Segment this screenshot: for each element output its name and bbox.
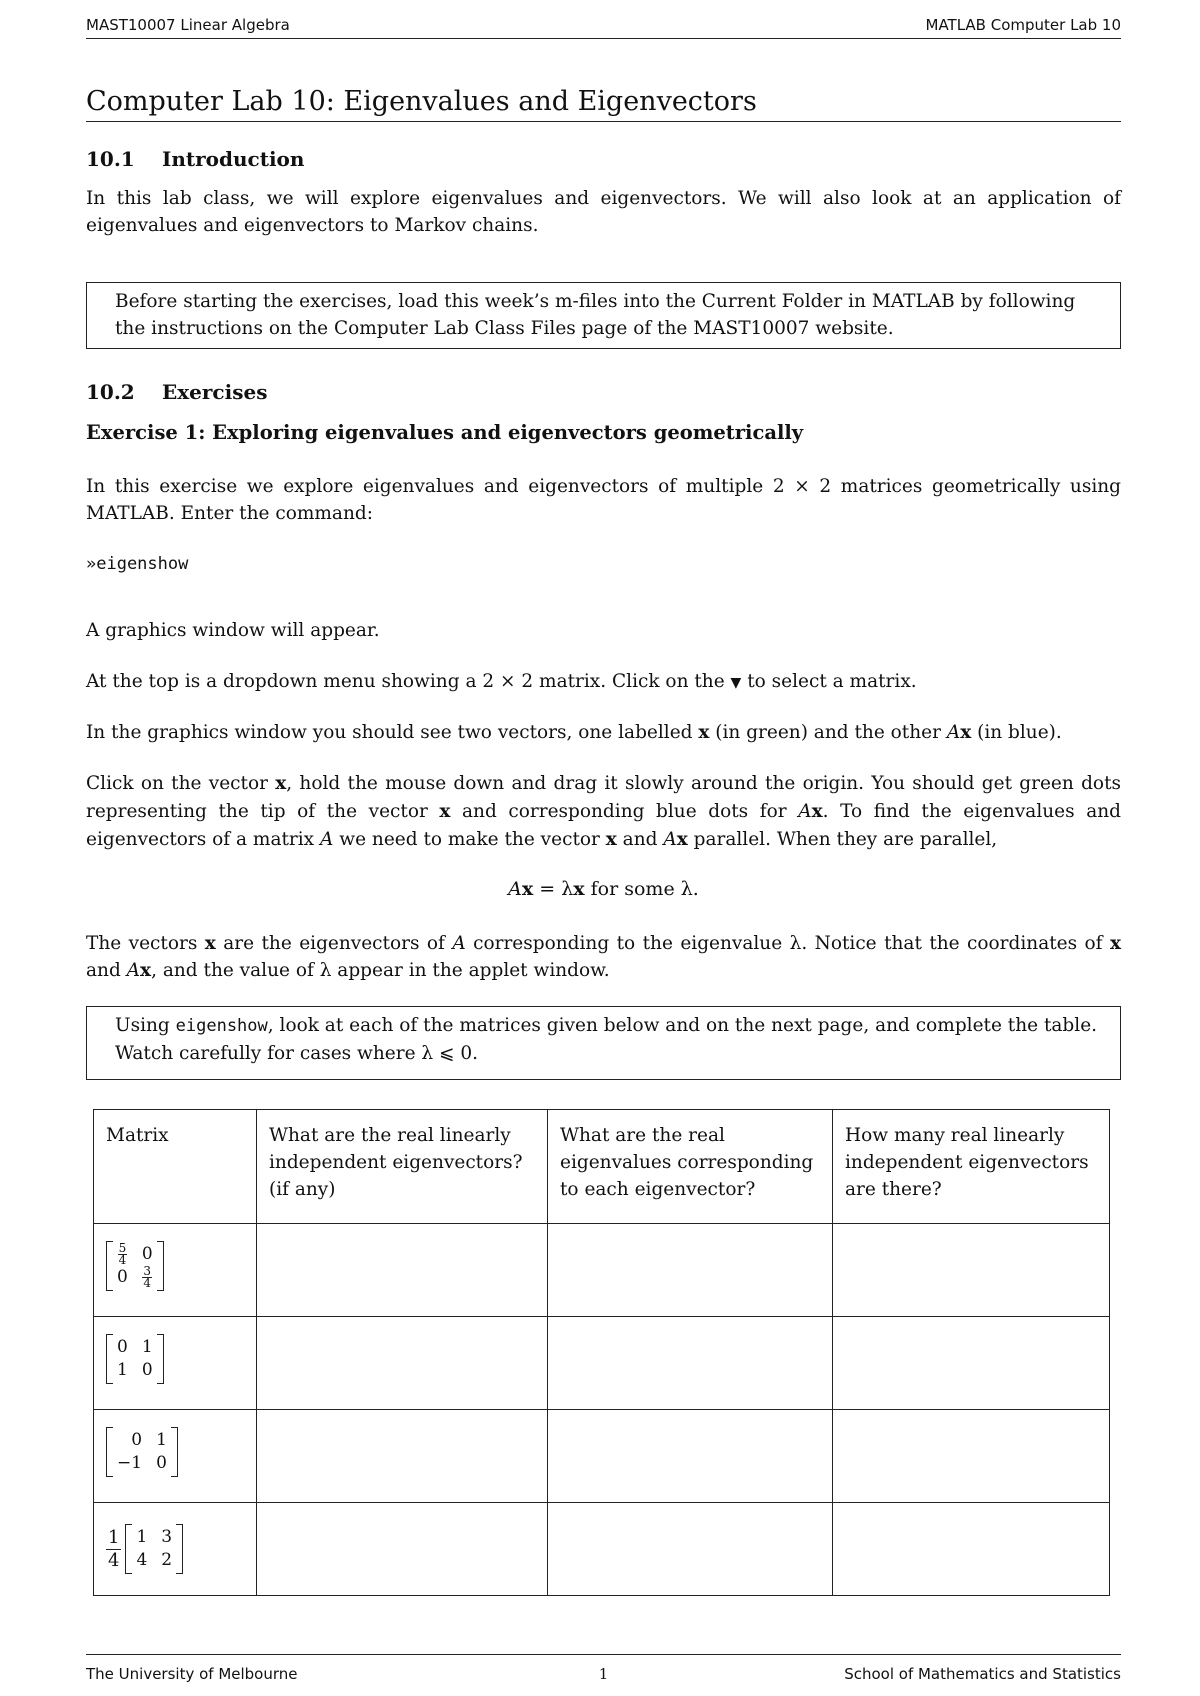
matrix-a: A bbox=[452, 933, 466, 954]
matrix-entry: 1 bbox=[156, 1430, 167, 1450]
header-count: How many real linearly independent eigenvectors are there? bbox=[833, 1110, 1110, 1224]
header-lab: MATLAB Computer Lab 10 bbox=[925, 16, 1121, 34]
vector-x: x bbox=[275, 773, 287, 794]
denominator: 4 bbox=[118, 1253, 127, 1267]
vector-x: x bbox=[698, 722, 710, 743]
numerator: 1 bbox=[108, 1526, 120, 1548]
answer-cell[interactable] bbox=[833, 1410, 1110, 1503]
text: The vectors bbox=[86, 933, 205, 954]
text: we need to make the vector bbox=[333, 829, 606, 850]
matrix-a: A bbox=[508, 878, 522, 900]
matrix-entry: 0 bbox=[141, 1360, 153, 1380]
fraction bbox=[117, 1243, 128, 1266]
table-row bbox=[94, 1503, 1110, 1596]
paragraph-eigenvectors bbox=[86, 930, 1121, 984]
answer-cell[interactable] bbox=[833, 1224, 1110, 1317]
text: Click on the vector bbox=[86, 773, 276, 794]
section-exercises-heading bbox=[86, 380, 267, 404]
matrix-1 bbox=[106, 1241, 164, 1291]
matrix-entry: 0 bbox=[156, 1453, 167, 1473]
answer-cell[interactable] bbox=[257, 1503, 548, 1596]
header-matrix: Matrix bbox=[94, 1110, 257, 1224]
text: parallel. When they are parallel, bbox=[687, 829, 998, 850]
header-eigenvalues: What are the real eigenvalues corresponding to each eigenvector? bbox=[548, 1110, 833, 1224]
dropdown-triangle-icon: ▼ bbox=[730, 675, 742, 691]
running-footer bbox=[86, 1654, 1121, 1687]
text: corresponding to the eigenvalue λ. Notice that the coordinates of bbox=[465, 933, 1110, 954]
page bbox=[86, 0, 1121, 1696]
matrix-entry: 4 bbox=[136, 1550, 148, 1571]
matrix-entry: 0 bbox=[131, 1430, 143, 1450]
matrix-cell bbox=[94, 1503, 257, 1596]
answer-cell[interactable] bbox=[257, 1317, 548, 1410]
page-title: Computer Lab 10: Eigenvalues and Eigenvectors bbox=[86, 86, 1121, 122]
matrix-entry: 1 bbox=[141, 1337, 153, 1357]
text: and bbox=[616, 829, 664, 850]
matrix-entry: 3 bbox=[161, 1527, 173, 1548]
vector-x: x bbox=[605, 829, 617, 850]
vector-x: x bbox=[811, 801, 823, 822]
exercise-1-intro: In this exercise we explore eigenvalues and eigenvectors of multiple 2 × 2 matrices geometrically using MATLAB. Enter the command: bbox=[86, 476, 1121, 524]
command-line: »eigenshow bbox=[86, 554, 189, 574]
answer-cell[interactable] bbox=[257, 1224, 548, 1317]
matrix-entry: 0 bbox=[117, 1267, 128, 1287]
numerator: 5 bbox=[118, 1241, 127, 1255]
table-header-row bbox=[94, 1110, 1110, 1224]
vector-x: x bbox=[676, 829, 688, 850]
paragraph-dropdown bbox=[86, 668, 1121, 697]
matrix-a: A bbox=[319, 829, 334, 850]
fraction bbox=[142, 1266, 153, 1289]
page-number: 1 bbox=[598, 1665, 609, 1683]
matrix-entry: 0 bbox=[141, 1244, 153, 1264]
matrix-4 bbox=[106, 1524, 183, 1574]
task-box bbox=[86, 1006, 1121, 1080]
intro-paragraph: In this lab class, we will explore eigenvalues and eigenvectors. We will also look at an application of eigenvalues and eigenvectors to Markov chains. bbox=[86, 188, 1121, 236]
text: for some λ. bbox=[584, 878, 699, 900]
header-course: MAST10007 Linear Algebra bbox=[86, 16, 290, 34]
section-title: Exercises bbox=[162, 380, 268, 404]
matrix-a: A bbox=[126, 960, 141, 981]
section-introduction-heading bbox=[86, 147, 304, 171]
text: (in green) and the other bbox=[709, 722, 947, 743]
answer-cell[interactable] bbox=[548, 1317, 833, 1410]
matrix-a: A bbox=[946, 722, 961, 743]
answer-cell[interactable] bbox=[833, 1503, 1110, 1596]
answer-cell[interactable] bbox=[548, 1224, 833, 1317]
vector-x: x bbox=[140, 960, 152, 981]
section-title: Introduction bbox=[162, 147, 305, 171]
text: (in blue). bbox=[971, 722, 1062, 743]
matrix-entry: 1 bbox=[136, 1527, 148, 1548]
answer-cell[interactable] bbox=[257, 1410, 548, 1503]
matrix-entry: 2 bbox=[161, 1550, 173, 1571]
matrix-cell bbox=[94, 1410, 257, 1503]
numerator: 3 bbox=[143, 1264, 152, 1278]
text: , hold the mouse down and drag it slowly around the origin. You should get green dots representing the tip of the vector bbox=[86, 773, 1121, 822]
paragraph-vectors bbox=[86, 719, 1121, 746]
matrix-entry: −1 bbox=[117, 1453, 143, 1473]
matrix-cell bbox=[94, 1317, 257, 1410]
notice-box: Before starting the exercises, load this week’s m-files into the Current Folder in MATLAB by following the instructions on the Computer Lab Class Files page of the MAST10007 website. bbox=[86, 282, 1121, 349]
matrix-cell bbox=[94, 1224, 257, 1317]
matrix-entry: 0 bbox=[117, 1337, 128, 1357]
denominator: 4 bbox=[143, 1276, 152, 1290]
table-row bbox=[94, 1224, 1110, 1317]
matrix-a: A bbox=[798, 801, 812, 822]
footer-school: School of Mathematics and Statistics bbox=[844, 1665, 1121, 1683]
text: , and the value of λ appear in the applet window. bbox=[151, 960, 610, 981]
text: and corresponding blue dots for bbox=[450, 801, 799, 822]
running-header bbox=[86, 16, 1121, 39]
scalar-fraction bbox=[106, 1527, 121, 1572]
matrix-2 bbox=[106, 1334, 164, 1384]
text: to select a matrix. bbox=[741, 671, 917, 692]
text: , look at each of the matrices given below and on the next page, and complete the table. Watch carefully for cases where λ ⩽ 0. bbox=[115, 1015, 1098, 1064]
text: . To find the eigenvalues and eigenvectors of a matrix bbox=[86, 801, 1121, 850]
vector-x: x bbox=[521, 878, 534, 900]
equation-eigen bbox=[86, 878, 1121, 900]
matrix-a: A bbox=[663, 829, 677, 850]
answer-cell[interactable] bbox=[548, 1410, 833, 1503]
section-number: 10.2 bbox=[86, 380, 135, 404]
paragraph-drag bbox=[86, 770, 1121, 854]
answer-cell[interactable] bbox=[833, 1317, 1110, 1410]
denominator: 4 bbox=[108, 1549, 120, 1571]
answer-cell[interactable] bbox=[548, 1503, 833, 1596]
matrix-entry: 1 bbox=[117, 1360, 128, 1380]
vector-x: x bbox=[573, 878, 585, 900]
text: are the eigenvectors of bbox=[215, 933, 453, 954]
vector-x: x bbox=[1109, 933, 1121, 954]
eigen-table bbox=[93, 1109, 1110, 1596]
vector-x: x bbox=[204, 933, 216, 954]
text: At the top is a dropdown menu showing a 2 × 2 matrix. Click on the bbox=[86, 671, 731, 692]
table-row bbox=[94, 1317, 1110, 1410]
matrix-3 bbox=[106, 1427, 178, 1477]
paragraph-graphics-window: A graphics window will appear. bbox=[86, 620, 380, 641]
vector-x: x bbox=[960, 722, 972, 743]
vector-x: x bbox=[439, 801, 451, 822]
text: In the graphics window you should see two vectors, one labelled bbox=[86, 722, 699, 743]
table-row bbox=[94, 1410, 1110, 1503]
text: and bbox=[86, 960, 127, 981]
section-number: 10.1 bbox=[86, 147, 135, 171]
command-name: eigenshow bbox=[175, 1016, 268, 1036]
exercise-1-heading: Exercise 1: Exploring eigenvalues and eigenvectors geometrically bbox=[86, 421, 804, 444]
header-eigenvectors: What are the real linearly independent eigenvectors? (if any) bbox=[257, 1110, 548, 1224]
text: Using bbox=[115, 1015, 176, 1036]
footer-university: The University of Melbourne bbox=[86, 1665, 298, 1683]
text: = λ bbox=[533, 878, 574, 900]
